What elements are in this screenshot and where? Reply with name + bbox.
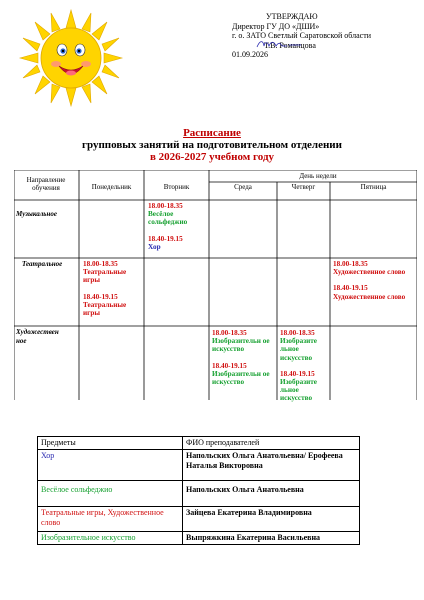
table-row <box>38 481 360 507</box>
lesson-subject: Художественное слово <box>333 292 406 301</box>
approval-director-name: Т.В. Романцова <box>264 40 316 50</box>
lesson-thursday-art <box>280 329 328 403</box>
lesson-friday-theatre <box>333 260 415 301</box>
lesson-subject: Изобразительн ое искусство <box>212 369 270 387</box>
lesson-subject: Театральные игры <box>83 300 127 318</box>
lesson-tuesday-music <box>148 202 208 251</box>
direction-theatre: Театральное <box>22 260 63 268</box>
approval-organization: г. о. ЗАТО Светлый Саратовской области <box>232 31 371 40</box>
teacher-solfeggio: Напольских Ольга Анатольевна <box>183 481 360 507</box>
header-direction: Направление обучения <box>26 176 66 192</box>
teacher-theatre: Зайцева Екатерина Владимировна <box>183 507 360 532</box>
lesson-time: 18.40-19.15 <box>212 361 247 370</box>
direction-art: Художествен ное <box>16 328 59 345</box>
day-friday: Пятница <box>360 183 387 191</box>
lesson-subject: Изобразите льное искусство <box>280 378 317 403</box>
direction-music: Музыкальное <box>16 210 57 218</box>
day-tuesday: Вторник <box>163 183 190 191</box>
approval-date: 01.09.2026 <box>232 50 268 59</box>
lesson-time: 18.00-18.35 <box>280 329 315 337</box>
lesson-subject: Хор <box>148 242 161 251</box>
header-days: День недели <box>299 172 337 180</box>
schedule-table <box>14 170 417 403</box>
sun-illustration <box>18 8 124 108</box>
lesson-time: 18.00-18.35 <box>148 202 183 210</box>
table-row <box>38 507 360 532</box>
day-thursday: Четверг <box>291 183 316 191</box>
lesson-subject: Изобразите льное искусство <box>280 337 317 362</box>
subject-choir: Хор <box>38 450 183 481</box>
teacher-art: Выпряжкина Екатерина Васильевна <box>183 532 360 545</box>
lesson-time: 18.40-19.15 <box>280 369 315 378</box>
signature <box>255 38 303 50</box>
approval-title: УТВЕРЖДАЮ <box>266 12 318 21</box>
day-wednesday: Среда <box>234 183 252 191</box>
lesson-subject: Театральные игры <box>83 268 127 285</box>
lesson-wednesday-art <box>212 329 276 386</box>
lesson-subject: Художественное слово <box>333 268 406 277</box>
lesson-time: 18.40-19.15 <box>333 284 368 293</box>
approval-position: Директор ГУ ДО «ДШИ» <box>232 21 320 31</box>
subject-solfeggio: Весёлое сольфеджио <box>38 481 183 507</box>
lesson-subject: Весёлое сольфеджио <box>148 210 188 227</box>
document-title: Расписание <box>183 127 241 139</box>
lesson-time: 18.40-19.15 <box>83 292 118 301</box>
header-teachers: ФИО преподавателей <box>183 437 360 450</box>
teachers-header-row <box>38 437 360 450</box>
lesson-monday-theatre <box>83 260 143 317</box>
document-subtitle: групповых занятий на подготовительном отделении <box>82 139 342 151</box>
day-monday: Понедельник <box>91 183 132 191</box>
lesson-subject: Изобразительн ое искусство <box>212 337 270 354</box>
table-row <box>38 532 360 545</box>
lesson-time: 18.00-18.35 <box>83 260 118 268</box>
lesson-time: 18.40-19.15 <box>148 234 183 243</box>
document-year: в 2026-2027 учебном году <box>149 151 275 163</box>
approval-block <box>228 12 418 60</box>
teachers-table <box>37 436 360 545</box>
lesson-time: 18.00-18.35 <box>333 260 368 268</box>
header-subjects: Предметы <box>38 437 183 450</box>
table-row <box>38 450 360 481</box>
teacher-choir: Напольских Ольга Анатольевна/ Ерофеева Наталья Викторовна <box>183 450 360 481</box>
subject-theatre: Театральные игры, Художественное слово <box>38 507 183 532</box>
subject-art: Изобразительное искусство <box>38 532 183 545</box>
lesson-time: 18.00-18.35 <box>212 329 247 337</box>
